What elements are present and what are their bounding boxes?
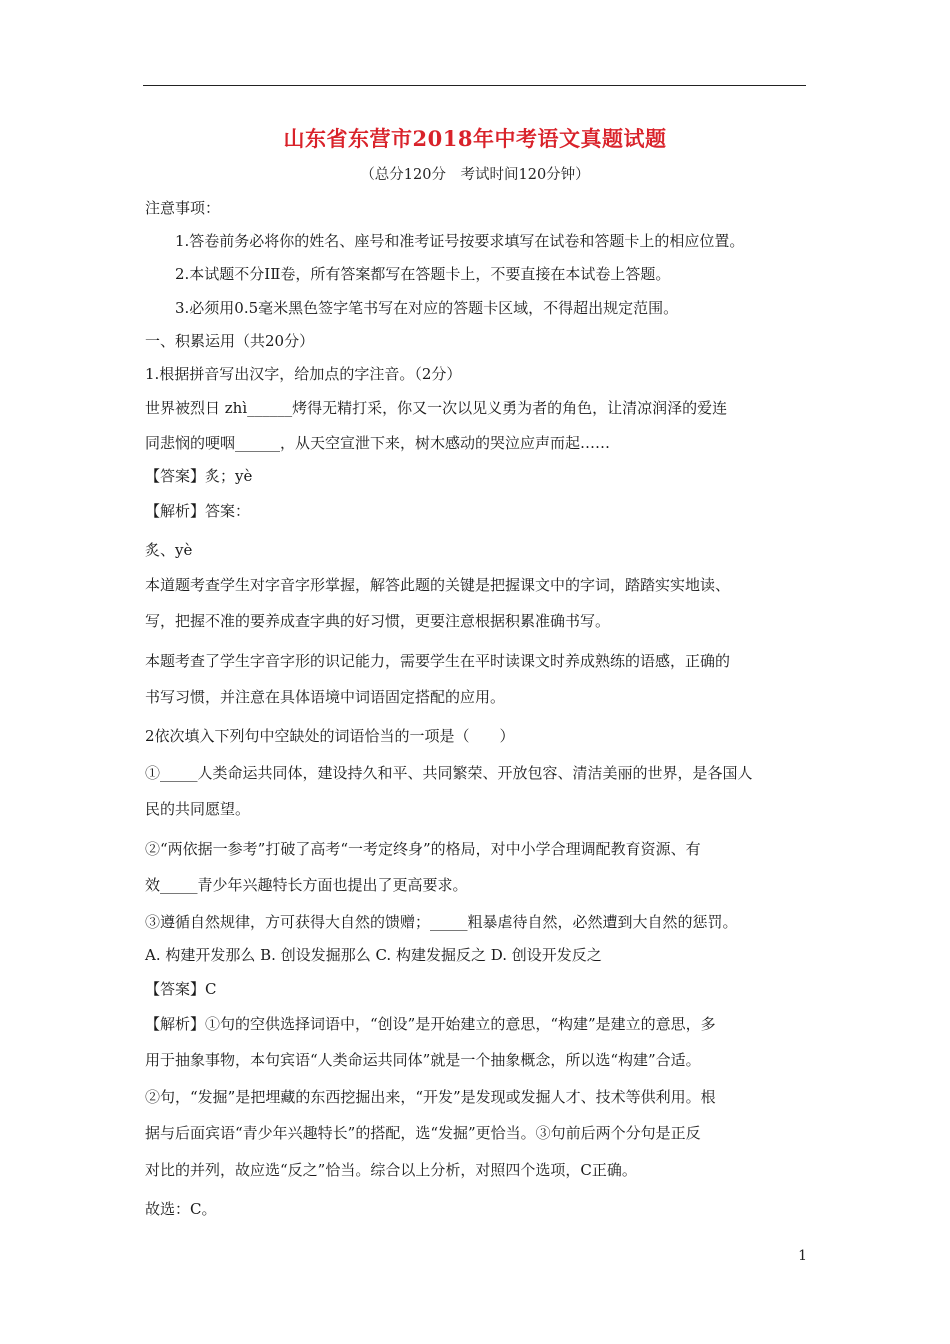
notes-heading: 注意事项： [145,199,221,217]
note-item-2: 2.本试题不分ⅠⅡ卷，所有答案都写在答题卡上，不要直接在本试卷上答题。 [175,265,671,283]
question-2-analysis-line-5: 对比的并列，故应选“反之”恰当。综合以上分析，对照四个选项，C正确。 [145,1161,637,1179]
question-1-text-line-2: 同悲悯的哽咽______，从天空宣泄下来，树木感动的哭泣应声而起…… [145,434,611,452]
question-1-analysis-p2-line-1: 本题考查了学生字音字形的识记能力，需要学生在平时读课文时养成熟练的语感，正确的 [145,652,731,670]
question-2-sentence-1-line-1: ①_____人类命运共同体，建设持久和平、共同繁荣、开放包容、清洁美丽的世界，是各国人 [145,764,753,782]
question-2-stem: 2依次填入下列句中空缺处的词语恰当的一项是（ ） [145,727,515,745]
question-2-analysis-line-1: 【解析】①句的空供选择词语中，“创设”是开始建立的意思，“构建”是建立的意思，多 [145,1015,716,1033]
note-item-3: 3.必须用0.5毫米黑色签字笔书写在对应的答题卡区域，不得超出规定范围。 [175,299,679,317]
question-2-answer: 【答案】C [145,980,217,998]
page-title: 山东省东营市2018年中考语文真题试题 [283,126,667,151]
question-2-analysis-line-2: 用于抽象事物，本句宾语“人类命运共同体”就是一个抽象概念，所以选“构建”合适。 [145,1051,701,1069]
question-1-analysis-p2-line-2: 书写习惯，并注意在具体语境中词语固定搭配的应用。 [145,688,506,706]
question-2-sentence-2-line-2: 效_____青少年兴趣特长方面也提出了更高要求。 [145,876,468,894]
question-1-analysis-answer: 炙、yè [145,541,193,559]
question-1-analysis-p1-line-2: 写，把握不准的要养成查字典的好习惯，更要注意根据积累准确书写。 [145,612,611,630]
section-heading: 一、积累运用（共20分） [145,332,315,350]
question-1-analysis-p1-line-1: 本道题考查学生对字音字形掌握，解答此题的关键是把握课文中的字词，踏踏实实地读、 [145,576,731,594]
question-2-sentence-1-line-2: 民的共同愿望。 [145,800,251,818]
question-2-analysis-line-3: ②句，“发掘”是把埋藏的东西挖掘出来，“开发”是发现或发掘人才、技术等供利用。根 [145,1088,716,1106]
question-2-analysis-line-4: 据与后面宾语“青少年兴趣特长”的搭配，选“发掘”更恰当。③句前后两个分句是正反 [145,1124,701,1142]
question-2-sentence-2-line-1: ②“两依据一参考”打破了高考“一考定终身”的格局，对中小学合理调配教育资源、有 [145,840,701,858]
question-2-sentence-3: ③遵循自然规律，方可获得大自然的馈赠；_____粗暴虐待自然，必然遭到大自然的惩罚。 [145,913,738,931]
question-2-options: A. 构建开发那么 B. 创设发掘那么 C. 构建发掘反之 D. 创设开发反之 [145,946,602,964]
page-subtitle: （总分120分 考试时间120分钟） [360,167,590,183]
header-rule [143,85,806,86]
question-1-stem: 1.根据拼音写出汉字，给加点的字注音。（2分） [145,365,462,383]
question-1-answer: 【答案】炙；yè [145,467,253,485]
note-item-1: 1.答卷前务必将你的姓名、座号和准考证号按要求填写在试卷和答题卡上的相应位置。 [175,232,745,250]
question-1-analysis-label: 【解析】答案： [145,502,251,520]
question-1-text-line-1: 世界被烈日 zhì______烤得无精打采，你又一次以见义勇为者的角色，让清凉润泽的爱连 [145,399,728,417]
question-2-conclusion: 故选：C。 [145,1200,217,1218]
page-number: 1 [798,1248,807,1264]
